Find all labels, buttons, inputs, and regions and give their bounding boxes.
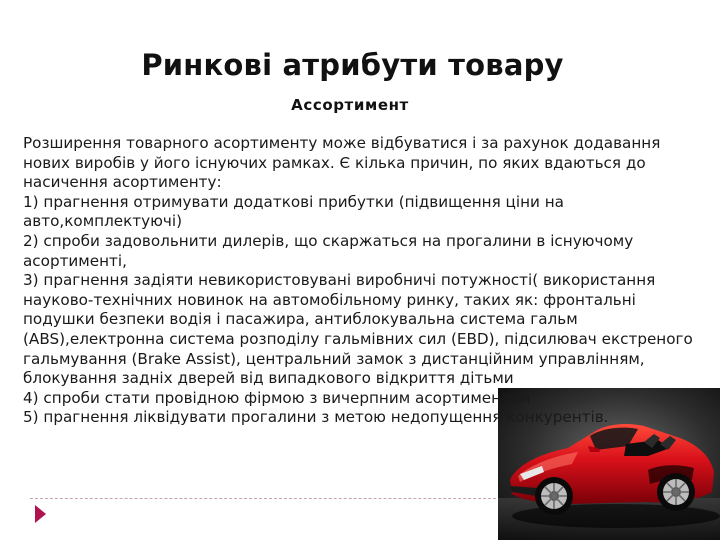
slide-subtitle: Ассортимент [291,96,409,114]
list-item: 2) спроби задовольнити дилерів, що скаржаться на прогалини в існуючому асортименті, [23,231,634,270]
slide-title: Ринкові атрибути товару [141,48,564,82]
list-item: 3) прагнення задіяти невикористовувані виробничі потужності( використання науково-технічних новинок на автомобільному ринку, таких як: фронтальні подушки безпеки водія і пасажира, антиблокувальна система гальм (ABS),електронна система розподілу гальмівних сил (EBD), підсилювач екстреного гальмування (Brake Assist), центральний замок з дистанційним управлінням, блокування задніх дверей від випадкового відкриття дітьми [23,271,693,388]
list-item: 5) прагнення ліквідувати прогалини з метою недопущення конкурентів. [23,408,609,427]
list-item: 4) спроби стати провідною фірмою з вичерпним асортиментом [23,388,531,407]
intro-paragraph: Розширення товарного асортименту може відбуватися і за рахунок додавання нових виробів у його існуючих рамках. Є кілька причин, по яких вдаються до насичення асортименту: [23,134,661,192]
divider [30,498,506,499]
triangle-right-icon[interactable] [35,505,46,523]
body-text [23,134,693,428]
list-item: 1) прагнення отримувати додаткові прибутки (підвищення ціни на авто,комплектуючі) [23,192,564,231]
